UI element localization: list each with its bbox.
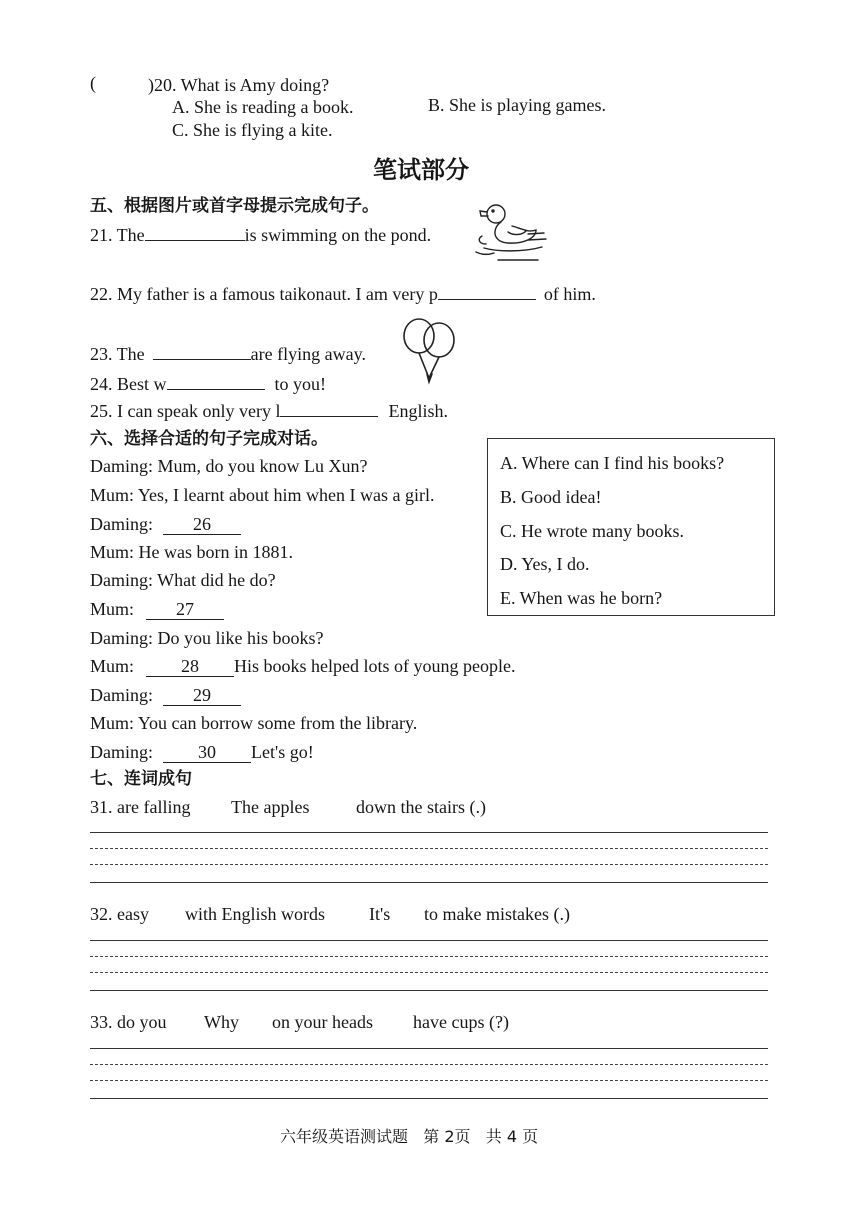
writing-guide-line	[90, 864, 768, 865]
dialogue-line: Daming: Do you like his books?	[90, 628, 324, 648]
writing-line[interactable]	[90, 940, 768, 941]
q32-word: with English words	[185, 904, 326, 924]
dialogue-text: Let's go!	[251, 742, 314, 762]
q32-word: It's	[369, 904, 391, 924]
dialogue-line	[90, 513, 241, 535]
writing-line[interactable]	[90, 832, 768, 833]
writing-guide-line	[90, 956, 768, 957]
option-c: C. He wrote many books.	[500, 521, 684, 541]
q23-suffix: are flying away.	[250, 344, 366, 364]
option-e: E. When was he born?	[500, 588, 663, 608]
q31-word: The apples	[231, 797, 310, 817]
q32-word: to make mistakes (.)	[424, 904, 570, 924]
answer-blank-28[interactable]: 28	[146, 656, 234, 677]
answer-blank-26[interactable]: 26	[163, 514, 241, 535]
q25-prefix: 25. I can speak only very l	[90, 401, 281, 421]
q23	[90, 343, 366, 365]
writing-guide-line	[90, 1064, 768, 1065]
writing-guide-line	[90, 1080, 768, 1081]
writing-line[interactable]	[90, 1048, 768, 1049]
q22	[90, 283, 596, 305]
dialogue-line: Daming: What did he do?	[90, 570, 276, 590]
written-section-title: 笔试部分	[373, 156, 469, 184]
q22-suffix: of him.	[543, 284, 596, 304]
q23-blank[interactable]	[153, 343, 251, 360]
q33-word: Why	[204, 1012, 239, 1032]
dialogue-line: Mum: You can borrow some from the library.	[90, 713, 418, 733]
option-a: A. Where can I find his books?	[500, 453, 725, 473]
speaker: Mum:	[90, 599, 135, 619]
q25-suffix: English.	[388, 401, 448, 421]
writing-guide-line	[90, 972, 768, 973]
q31-word: 31. are falling	[90, 797, 191, 817]
q20-option-c: C. She is flying a kite.	[172, 120, 333, 140]
speaker: Daming:	[90, 514, 153, 534]
writing-line[interactable]	[90, 990, 768, 991]
answer-blank-30[interactable]: 30	[163, 742, 251, 763]
q25	[90, 400, 448, 422]
q33-word: 33. do you	[90, 1012, 167, 1032]
dialogue-line: Mum: Yes, I learnt about him when I was a girl.	[90, 485, 435, 505]
q21-suffix: is swimming on the pond.	[244, 225, 432, 245]
q31-word: down the stairs (.)	[356, 797, 486, 817]
section6-heading: 六、选择合适的句子完成对话。	[90, 429, 328, 449]
q24-suffix: to you!	[274, 374, 326, 394]
writing-guide-line	[90, 848, 768, 849]
dialogue-line	[90, 598, 224, 620]
section5-heading: 五、根据图片或首字母提示完成句子。	[90, 196, 379, 216]
q33-word: on your heads	[272, 1012, 373, 1032]
speaker: Daming:	[90, 685, 153, 705]
q20-option-a: A. She is reading a book.	[172, 97, 354, 117]
speaker: Mum:	[90, 656, 135, 676]
dialogue-line	[90, 741, 314, 763]
dialogue-line: Daming: Mum, do you know Lu Xun?	[90, 456, 368, 476]
q21	[90, 224, 431, 246]
q24	[90, 373, 326, 395]
q23-prefix: 23. The	[90, 344, 145, 364]
answer-paren: (	[90, 73, 96, 93]
q20-stem: )20. What is Amy doing?	[148, 75, 330, 95]
dialogue-line	[90, 684, 241, 706]
dialogue-text: His books helped lots of young people.	[234, 656, 516, 676]
q24-blank[interactable]	[167, 373, 265, 390]
q21-prefix: 21. The	[90, 225, 145, 245]
q22-prefix: 22. My father is a famous taikonaut. I am very p	[90, 284, 438, 304]
writing-line[interactable]	[90, 882, 768, 883]
page-footer: 六年级英语测试题 第 2页 共 4 页	[280, 1127, 539, 1146]
duck-icon	[468, 198, 550, 266]
q24-prefix: 24. Best w	[90, 374, 167, 394]
q21-blank[interactable]	[145, 224, 245, 241]
dialogue-line: Mum: He was born in 1881.	[90, 542, 293, 562]
q32-word: 32. easy	[90, 904, 149, 924]
dialogue-line	[90, 655, 516, 677]
q25-blank[interactable]	[280, 400, 378, 417]
balloons-icon	[398, 316, 460, 386]
option-b: B. Good idea!	[500, 487, 602, 507]
q33-word: have cups (?)	[413, 1012, 509, 1032]
q20-option-b: B. She is playing games.	[428, 95, 606, 115]
answer-blank-27[interactable]: 27	[146, 599, 224, 620]
q22-blank[interactable]	[438, 283, 536, 300]
answer-blank-29[interactable]: 29	[163, 685, 241, 706]
writing-line[interactable]	[90, 1098, 768, 1099]
option-d: D. Yes, I do.	[500, 554, 590, 574]
options-box	[487, 438, 775, 616]
speaker: Daming:	[90, 742, 153, 762]
section7-heading: 七、连词成句	[90, 769, 192, 789]
